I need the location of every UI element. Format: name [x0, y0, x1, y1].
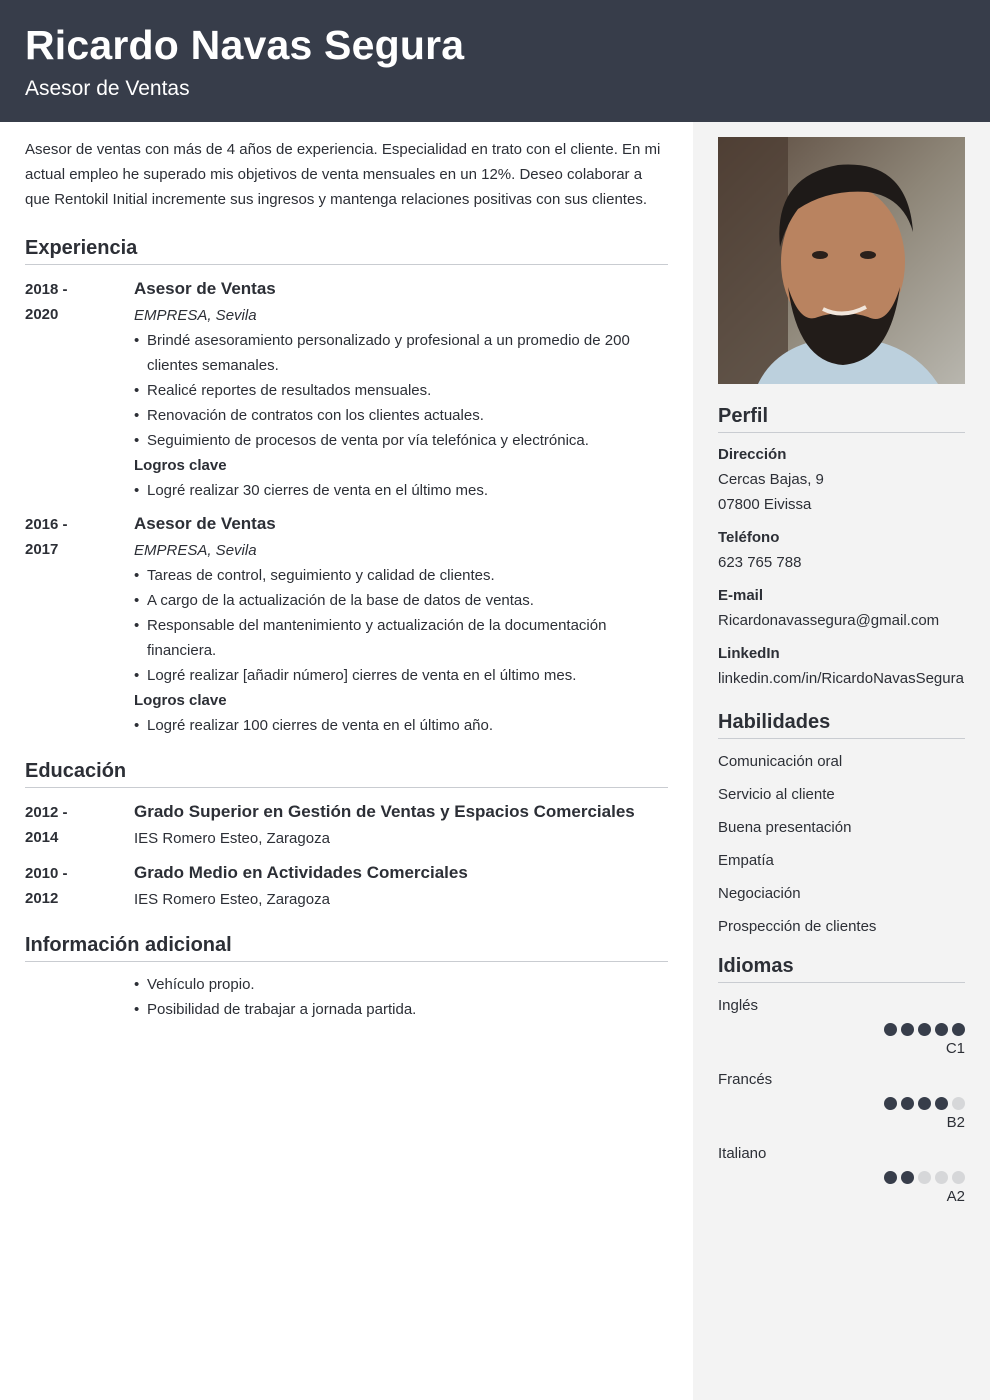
rating-dot-filled	[935, 1097, 948, 1110]
phone-value: 623 765 788	[718, 554, 802, 571]
list-item: • Logré realizar 100 cierres de venta en el último año.	[134, 713, 668, 738]
additional-title: Información adicional	[25, 933, 668, 962]
date-end: 2017	[25, 541, 59, 558]
school-name: IES Romero Esteo, Zaragoza	[134, 891, 330, 908]
rating-dot-filled	[935, 1023, 948, 1036]
list-item: • Vehículo propio.	[134, 972, 668, 997]
education-section	[25, 759, 668, 912]
key-achievements-label: Logros clave	[134, 692, 227, 709]
rating-dot-filled	[918, 1097, 931, 1110]
skills-section	[718, 710, 965, 939]
list-item: • Posibilidad de trabajar a jornada partida.	[134, 997, 668, 1022]
skill-item: Empatía	[718, 852, 774, 869]
job-bullets	[134, 328, 668, 453]
date-start: 2012 -	[25, 804, 68, 821]
education-body	[134, 799, 668, 851]
email-value: Ricardonavassegura@gmail.com	[718, 612, 940, 629]
candidate-role: Asesor de Ventas	[25, 77, 190, 100]
company: EMPRESA, Sevila	[134, 307, 257, 324]
skill-item: Negociación	[718, 885, 801, 902]
rating-dot-filled	[901, 1171, 914, 1184]
list-item: • Brindé asesoramiento personalizado y profesional a un promedio de 200 clientes semanales.	[134, 328, 668, 378]
phone-label: Teléfono	[718, 529, 780, 546]
date-start: 2016 -	[25, 516, 68, 533]
language-item	[718, 1067, 965, 1135]
candidate-name: Ricardo Navas Segura	[25, 22, 465, 68]
rating-dot-filled	[952, 1023, 965, 1036]
job-bullets	[134, 563, 668, 688]
language-name: Italiano	[718, 1145, 767, 1162]
list-item: • A cargo de la actualización de la base de datos de ventas.	[134, 588, 668, 613]
language-rating	[718, 1171, 965, 1184]
list-item: • Tareas de control, seguimiento y calidad de clientes.	[134, 563, 668, 588]
linkedin-label: LinkedIn	[718, 645, 780, 662]
company: EMPRESA, Sevila	[134, 542, 257, 559]
address-label: Dirección	[718, 446, 787, 463]
experience-entry	[25, 276, 668, 503]
address-line-2: 07800 Eivissa	[718, 496, 812, 513]
linkedin-value: linkedin.com/in/RicardoNavasSegura	[718, 670, 964, 687]
education-entry	[25, 799, 668, 851]
job-title: Asesor de Ventas	[134, 279, 276, 298]
rating-dot-empty	[918, 1171, 931, 1184]
date-start: 2010 -	[25, 865, 68, 882]
profile-photo	[718, 137, 965, 384]
skill-item: Servicio al cliente	[718, 786, 835, 803]
experience-entry	[25, 511, 668, 738]
languages-title: Idiomas	[718, 954, 965, 983]
linkedin-block	[718, 641, 965, 691]
additional-section	[25, 933, 668, 1022]
language-rating	[718, 1097, 965, 1110]
address-line-1: Cercas Bajas, 9	[718, 471, 824, 488]
rating-dot-filled	[901, 1097, 914, 1110]
phone-block	[718, 525, 965, 575]
list-item: • Renovación de contratos con los clientes actuales.	[134, 403, 668, 428]
education-dates	[25, 860, 134, 912]
profile-title: Perfil	[718, 404, 965, 433]
language-level: C1	[945, 1040, 965, 1057]
date-end: 2014	[25, 829, 59, 846]
rating-dot-filled	[884, 1023, 897, 1036]
language-name: Inglés	[718, 997, 759, 1014]
list-item: • Seguimiento de procesos de venta por vía telefónica y electrónica.	[134, 428, 668, 453]
language-name: Francés	[718, 1071, 773, 1088]
school-name: IES Romero Esteo, Zaragoza	[134, 830, 330, 847]
degree-title: Grado Superior en Gestión de Ventas y Espacios Comerciales	[134, 802, 635, 821]
profile-section	[718, 404, 965, 691]
job-title: Asesor de Ventas	[134, 514, 276, 533]
rating-dot-empty	[952, 1171, 965, 1184]
list-item: • Realicé reportes de resultados mensuales.	[134, 378, 668, 403]
experience-body	[134, 276, 668, 503]
languages-section	[718, 954, 965, 1209]
list-item: • Logré realizar [añadir número] cierres de venta en el último mes.	[134, 663, 668, 688]
list-item: • Responsable del mantenimiento y actualización de la documentación financiera.	[134, 613, 668, 663]
rating-dot-filled	[884, 1097, 897, 1110]
experience-title: Experiencia	[25, 236, 668, 265]
rating-dot-filled	[918, 1023, 931, 1036]
key-achievements-list	[134, 478, 668, 503]
rating-dot-filled	[901, 1023, 914, 1036]
email-label: E-mail	[718, 587, 764, 604]
education-title: Educación	[25, 759, 668, 788]
address-block	[718, 442, 965, 517]
rating-dot-filled	[884, 1171, 897, 1184]
key-achievements-label: Logros clave	[134, 457, 227, 474]
sidebar	[693, 122, 990, 1400]
education-dates	[25, 799, 134, 851]
additional-list	[134, 972, 668, 1022]
experience-dates	[25, 276, 134, 503]
skills-list	[718, 749, 965, 939]
list-item: • Logré realizar 30 cierres de venta en el último mes.	[134, 478, 668, 503]
key-achievements-list	[134, 713, 668, 738]
main-column	[25, 122, 668, 1022]
experience-dates	[25, 511, 134, 738]
rating-dot-empty	[935, 1171, 948, 1184]
resume-header	[0, 0, 990, 122]
skill-item: Comunicación oral	[718, 753, 843, 770]
date-end: 2020	[25, 306, 59, 323]
education-body	[134, 860, 668, 912]
skill-item: Prospección de clientes	[718, 918, 877, 935]
email-block	[718, 583, 965, 633]
summary-text: Asesor de ventas con más de 4 años de experiencia. Especialidad en trato con el cliente. En mi actual empleo he superado mis objetivos de venta mensuales en un 12%. Deseo colaborar a que Rentokil Initial incremente sus ingresos y mantenga relaciones positivas con sus clientes.	[25, 141, 661, 208]
education-entry	[25, 860, 668, 912]
experience-body	[134, 511, 668, 738]
experience-section	[25, 236, 668, 738]
date-start: 2018 -	[25, 281, 68, 298]
language-item	[718, 993, 965, 1061]
degree-title: Grado Medio en Actividades Comerciales	[134, 863, 468, 882]
skill-item: Buena presentación	[718, 819, 852, 836]
date-end: 2012	[25, 890, 59, 907]
skills-title: Habilidades	[718, 710, 965, 739]
language-rating	[718, 1023, 965, 1036]
rating-dot-empty	[952, 1097, 965, 1110]
language-level: B2	[946, 1114, 965, 1131]
language-level: A2	[946, 1188, 965, 1205]
language-item	[718, 1141, 965, 1209]
